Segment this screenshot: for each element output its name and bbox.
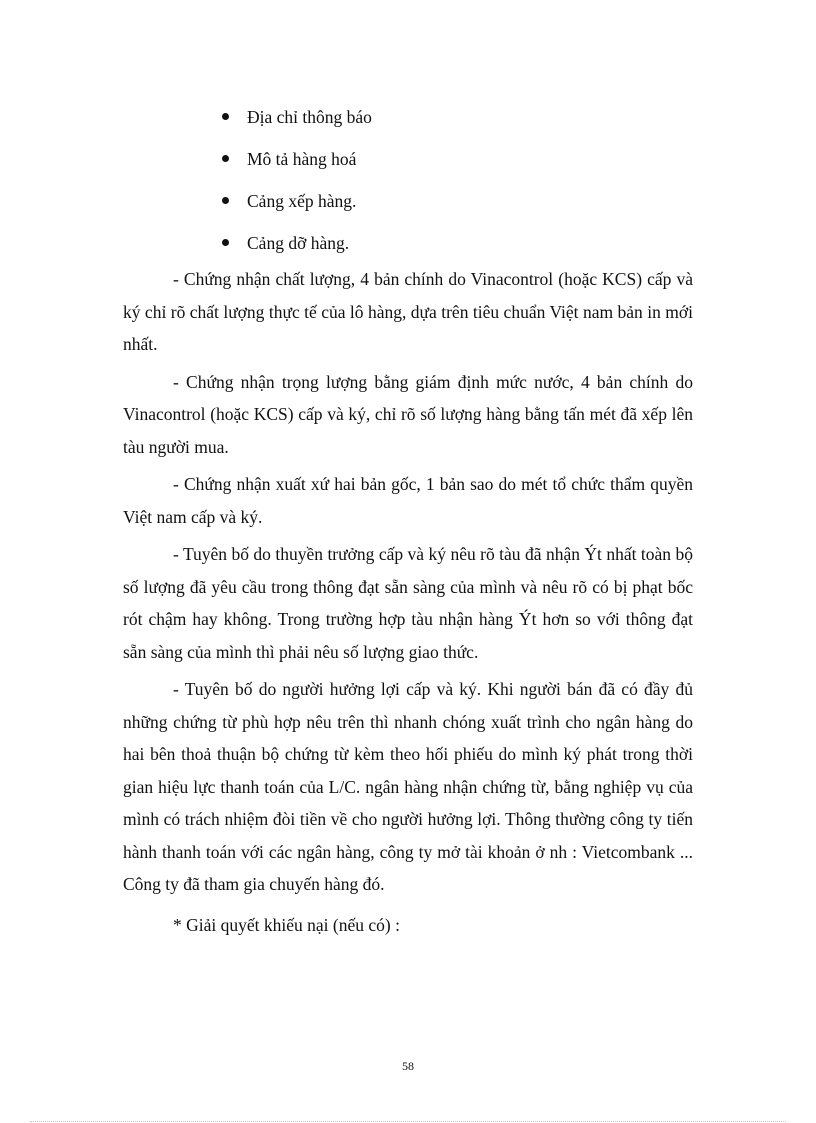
paragraph-weight-certificate: - Chứng nhận trọng lượng bằng giám định mức nước, 4 bản chính do Vinacontrol (hoặc KCS) cấp và ký, chỉ rõ số lượng hàng bằng tấn mét đã xếp lên tàu người mua.: [123, 371, 693, 457]
bullet-dot-icon: [222, 113, 229, 120]
paragraph-beneficiary-statement: - Tuyên bố do người hưởng lợi cấp và ký. Khi người bán đã có đầy đủ những chứng từ phù hợp nêu trên thì nhanh chóng xuất trình cho ngân hàng do hai bên thoả thuận bộ chứng từ kèm theo hối phiếu do mình ký phát trong thời gian hiệu lực thanh toán của L/C. ngân hàng nhận chứng từ, bằng nghiệp vụ của mình có trách nhiệm đòi tiền về cho người hưởng lợi. Thông thường công ty tiến hành thanh toán với các ngân hàng, công ty mở tài khoản ở nh : Vietcombank ... Công ty đã tham gia chuyến hàng đó.: [123, 679, 693, 894]
bullet-text: Mô tả hàng hoá: [247, 149, 357, 169]
page-number: 58: [402, 1059, 414, 1073]
bullet-dot-icon: [222, 239, 229, 246]
bullet-text: Cảng xếp hàng.: [247, 191, 357, 211]
body-text: [123, 263, 693, 946]
bullet-dot-icon: [222, 155, 229, 162]
bullet-text: Cảng dỡ hàng.: [247, 233, 350, 253]
bullet-item: [222, 102, 372, 144]
paragraph-quality-certificate: - Chứng nhận chất lượng, 4 bản chính do Vinacontrol (hoặc KCS) cấp và ký chỉ rõ chất lượng thực tế của lô hàng, dựa trên tiêu chuẩn Việt nam bản in mới nhất.: [123, 269, 693, 354]
paragraph-captain-statement: - Tuyên bố do thuyền trưởng cấp và ký nêu rõ tàu đã nhận Ýt nhất toàn bộ số lượng đã yêu cầu trong thông đạt sẵn sàng của mình và nêu rõ có bị phạt bốc rót chậm hay không. Trong trường hợp tàu nhận hàng Ýt hơn so với thông đạt sẵn sàng của mình thì phải nêu số lượng giao thức.: [123, 544, 693, 662]
bullet-item: [222, 144, 372, 186]
footer-divider: [30, 1121, 786, 1122]
bullet-list: [222, 102, 372, 270]
paragraph-origin-certificate: - Chứng nhận xuất xứ hai bản gốc, 1 bản sao do mét tổ chức thẩm quyền Việt nam cấp và ký.: [123, 474, 693, 527]
bullet-text: Địa chỉ thông báo: [247, 107, 372, 127]
paragraph-claims-heading: * Giải quyết khiếu nại (nếu có) :: [173, 914, 400, 935]
bullet-dot-icon: [222, 197, 229, 204]
bullet-item: [222, 186, 372, 228]
